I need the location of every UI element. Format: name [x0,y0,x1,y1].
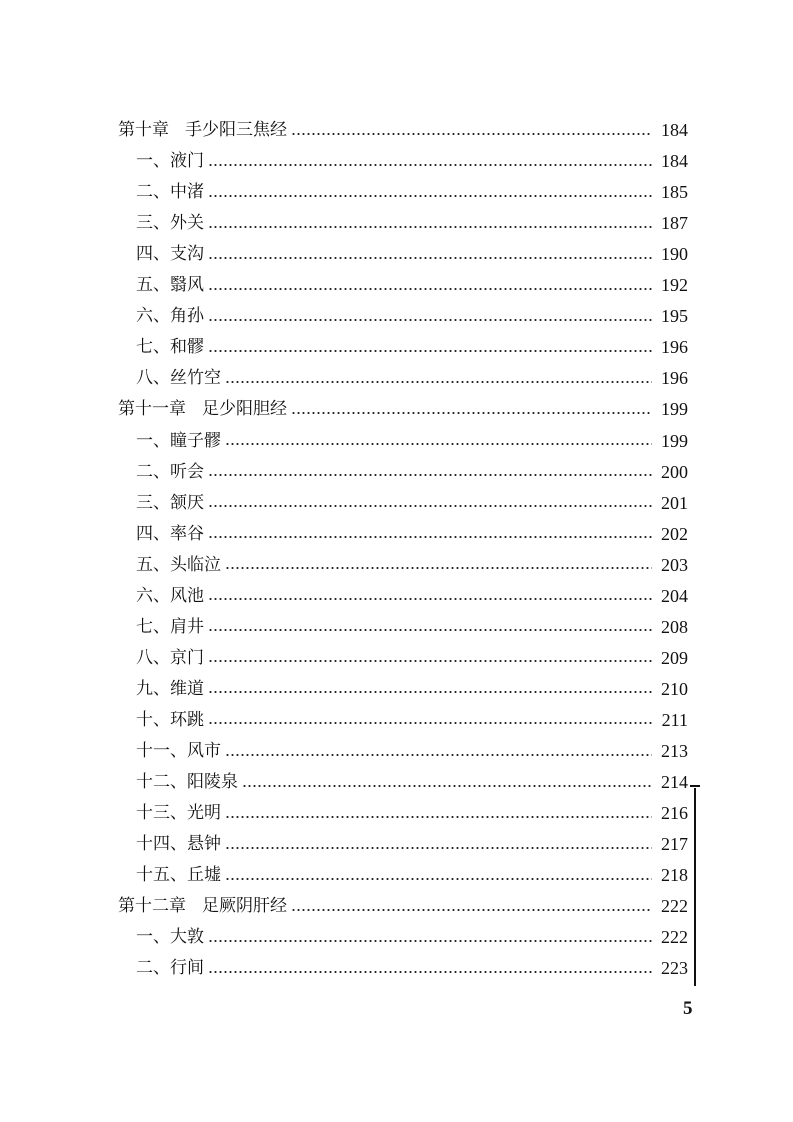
toc-entry-page: 203 [661,554,688,575]
toc-entry-number: 一、 [136,927,170,948]
toc-entry-label [136,177,204,208]
dot-leader [208,536,652,538]
toc-entry-page: 216 [661,803,688,824]
dot-leader [225,847,652,849]
toc-entry-page: 184 [661,151,688,172]
toc-entry-label [136,488,204,519]
toc-entry-number: 十四、 [136,834,187,855]
toc-entry-page: 223 [661,958,688,979]
toc-entry-page: 192 [661,275,688,296]
toc-section-row [136,519,688,550]
toc-entry-page: 209 [661,647,688,668]
toc-entry-number: 五、 [136,275,170,296]
toc-entry-page: 199 [661,399,688,420]
dot-leader [225,878,652,880]
toc-entry-label [136,705,204,736]
toc-entry-title: 支沟 [170,244,204,265]
toc-entry-number: 第十二章 [118,896,186,917]
toc-section-row [136,612,688,643]
toc-chapter-row [118,394,688,425]
toc-entry-title: 颔厌 [170,492,204,513]
toc-entry-title: 外关 [170,213,204,234]
toc-entry-title: 丘墟 [187,865,221,886]
toc-entry-page: 222 [661,896,688,917]
toc-entry-label [136,270,204,301]
toc-entry-number: 十、 [136,709,170,730]
toc-entry-label [136,519,204,550]
toc-section-row [136,550,688,581]
dot-leader [225,381,652,383]
toc-entry-title: 风市 [187,741,221,761]
toc-entry-title: 大敦 [170,927,204,948]
toc-section-row [136,457,688,488]
toc-section-row [136,488,688,519]
dot-leader [208,691,652,693]
toc-section-row [136,270,688,301]
toc-entry-page: 222 [661,927,688,948]
dot-leader [208,350,652,352]
toc-entry-page: 184 [661,120,688,140]
toc-entry-number: 七、 [136,616,170,637]
dot-leader [208,257,652,259]
toc-entry-number: 九、 [136,678,170,699]
toc-entry-page: 187 [661,213,688,234]
toc-section-row [136,736,688,767]
toc-section-row [136,705,688,736]
toc-entry-title: 肩井 [170,616,204,637]
toc-section-row [136,426,688,457]
dot-leader [291,412,652,414]
toc-entry-title: 悬钟 [187,834,221,855]
dot-leader [208,598,652,600]
toc-entry-title: 光明 [187,803,221,824]
toc-entry-number: 十一、 [136,741,187,761]
toc-section-row [136,177,688,208]
dot-leader [208,722,652,724]
toc-entry-page: 214 [661,772,688,793]
toc-section-row [136,146,688,177]
toc-entry-title: 瞳子髎 [170,430,221,451]
toc-entry-title: 中渚 [170,182,204,203]
toc-entry-number: 一、 [136,430,170,451]
toc-section-row [136,363,688,394]
dot-leader [208,164,652,166]
dot-leader [208,195,652,197]
toc-section-row [136,922,688,953]
toc-entry-label [136,426,221,457]
toc-entry-label [136,643,204,674]
toc-entry-title: 京门 [170,647,204,668]
toc-section-row [136,208,688,239]
toc-entry-label [136,767,238,798]
toc-section-row [136,953,688,984]
toc-section-row [136,332,688,363]
toc-entry-title: 风池 [170,585,204,606]
toc-entry-title: 手少阳三焦经 [185,120,287,140]
dot-leader [225,443,652,445]
toc-entry-number: 第十章 [118,120,169,140]
toc-entry-number: 三、 [136,213,170,234]
toc-entry-number: 十二、 [136,772,187,793]
toc-entry-label [136,953,204,984]
toc-section-row [136,860,688,891]
toc-entry-page: 202 [661,523,688,544]
toc-entry-label [136,146,204,177]
toc-entry-label [136,550,221,581]
toc-section-row [136,798,688,829]
toc-entry-page: 213 [661,741,688,761]
toc-entry-label [136,581,204,612]
dot-leader [291,133,652,135]
toc-entry-label [136,363,221,394]
toc-section-row [136,239,688,270]
toc-entry-label [136,798,221,829]
margin-bracket-cap [690,785,700,787]
toc-section-row [136,301,688,332]
toc-entry-title: 足厥阴肝经 [202,896,287,917]
toc-entry-title: 丝竹空 [170,368,221,389]
toc-section-row [136,767,688,798]
toc-entry-number: 八、 [136,368,170,389]
toc-entry-page: 217 [661,834,688,855]
toc-entry-page: 200 [661,461,688,482]
page-number: 5 [683,998,693,1019]
toc-entry-label [118,394,287,425]
toc-entry-number: 一、 [136,151,170,172]
dot-leader [208,629,652,631]
toc-entry-number: 四、 [136,244,170,265]
toc-entry-number: 五、 [136,554,170,575]
toc-entry-label [136,736,221,767]
dot-leader [208,505,652,507]
toc-entry-title: 足少阳胆经 [202,399,287,420]
toc-entry-page: 218 [661,865,688,886]
toc-entry-number: 七、 [136,337,170,358]
toc-entry-title: 环跳 [170,709,204,730]
toc-entry-number: 六、 [136,306,170,327]
toc-entry-number: 六、 [136,585,170,606]
toc-entry-label [136,301,204,332]
toc-section-row [136,643,688,674]
toc-entry-page: 196 [661,337,688,358]
toc-entry-label [136,208,204,239]
dot-leader [208,319,652,321]
toc-entry-title: 率谷 [170,523,204,544]
toc-entry-page: 190 [661,244,688,265]
toc-entry-page: 201 [661,492,688,513]
dot-leader [208,940,652,942]
toc-entry-title: 头临泣 [170,554,221,575]
toc-section-row [136,581,688,612]
toc-entry-label [136,674,204,705]
toc-entry-label [136,612,204,643]
toc-entry-number: 二、 [136,182,170,203]
toc-entry-title: 阳陵泉 [187,772,238,793]
toc-entry-title: 行间 [170,958,204,979]
toc-entry-label [136,239,204,270]
toc-entry-title: 液门 [170,151,204,172]
toc-entry-page: 195 [661,306,688,327]
toc-section-row [136,674,688,705]
toc-entry-number: 四、 [136,523,170,544]
toc-entry-label [136,922,204,953]
toc-entry-page: 185 [661,182,688,203]
dot-leader [208,226,652,228]
margin-bracket-line [694,788,696,986]
toc-entry-title: 维道 [170,678,204,699]
dot-leader [208,474,652,476]
toc-entry-page: 199 [661,430,688,451]
dot-leader [208,288,652,290]
toc-entry-page: 204 [661,585,688,606]
toc-entry-title: 听会 [170,461,204,482]
toc-entry-number: 第十一章 [118,399,186,420]
toc-entry-label [136,332,204,363]
dot-leader [225,816,652,818]
toc-entry-number: 八、 [136,647,170,668]
toc-entry-label [136,860,221,891]
dot-leader [291,909,652,911]
toc-entry-page: 211 [661,709,688,730]
dot-leader [225,754,652,756]
toc-entry-label [118,891,287,922]
toc-entry-number: 十五、 [136,865,187,886]
dot-leader [242,785,652,787]
toc-entry-number: 三、 [136,492,170,513]
toc-entry-label [118,115,287,146]
dot-leader [208,660,652,662]
toc-entry-page: 208 [661,616,688,637]
dot-leader [225,567,652,569]
toc-entry-number: 十三、 [136,803,187,824]
toc-chapter-row [118,115,688,146]
toc-entry-page: 196 [661,368,688,389]
toc-entry-title: 角孙 [170,306,204,327]
toc-entry-page: 210 [661,678,688,699]
dot-leader [208,971,652,973]
toc-entry-number: 二、 [136,958,170,979]
toc-entry-title: 和髎 [170,337,204,358]
toc-entry-label [136,829,221,860]
toc-entry-label [136,457,204,488]
toc-chapter-row [118,891,688,922]
toc-entry-title: 翳风 [170,275,204,296]
toc-section-row [136,829,688,860]
toc-entry-number: 二、 [136,461,170,482]
